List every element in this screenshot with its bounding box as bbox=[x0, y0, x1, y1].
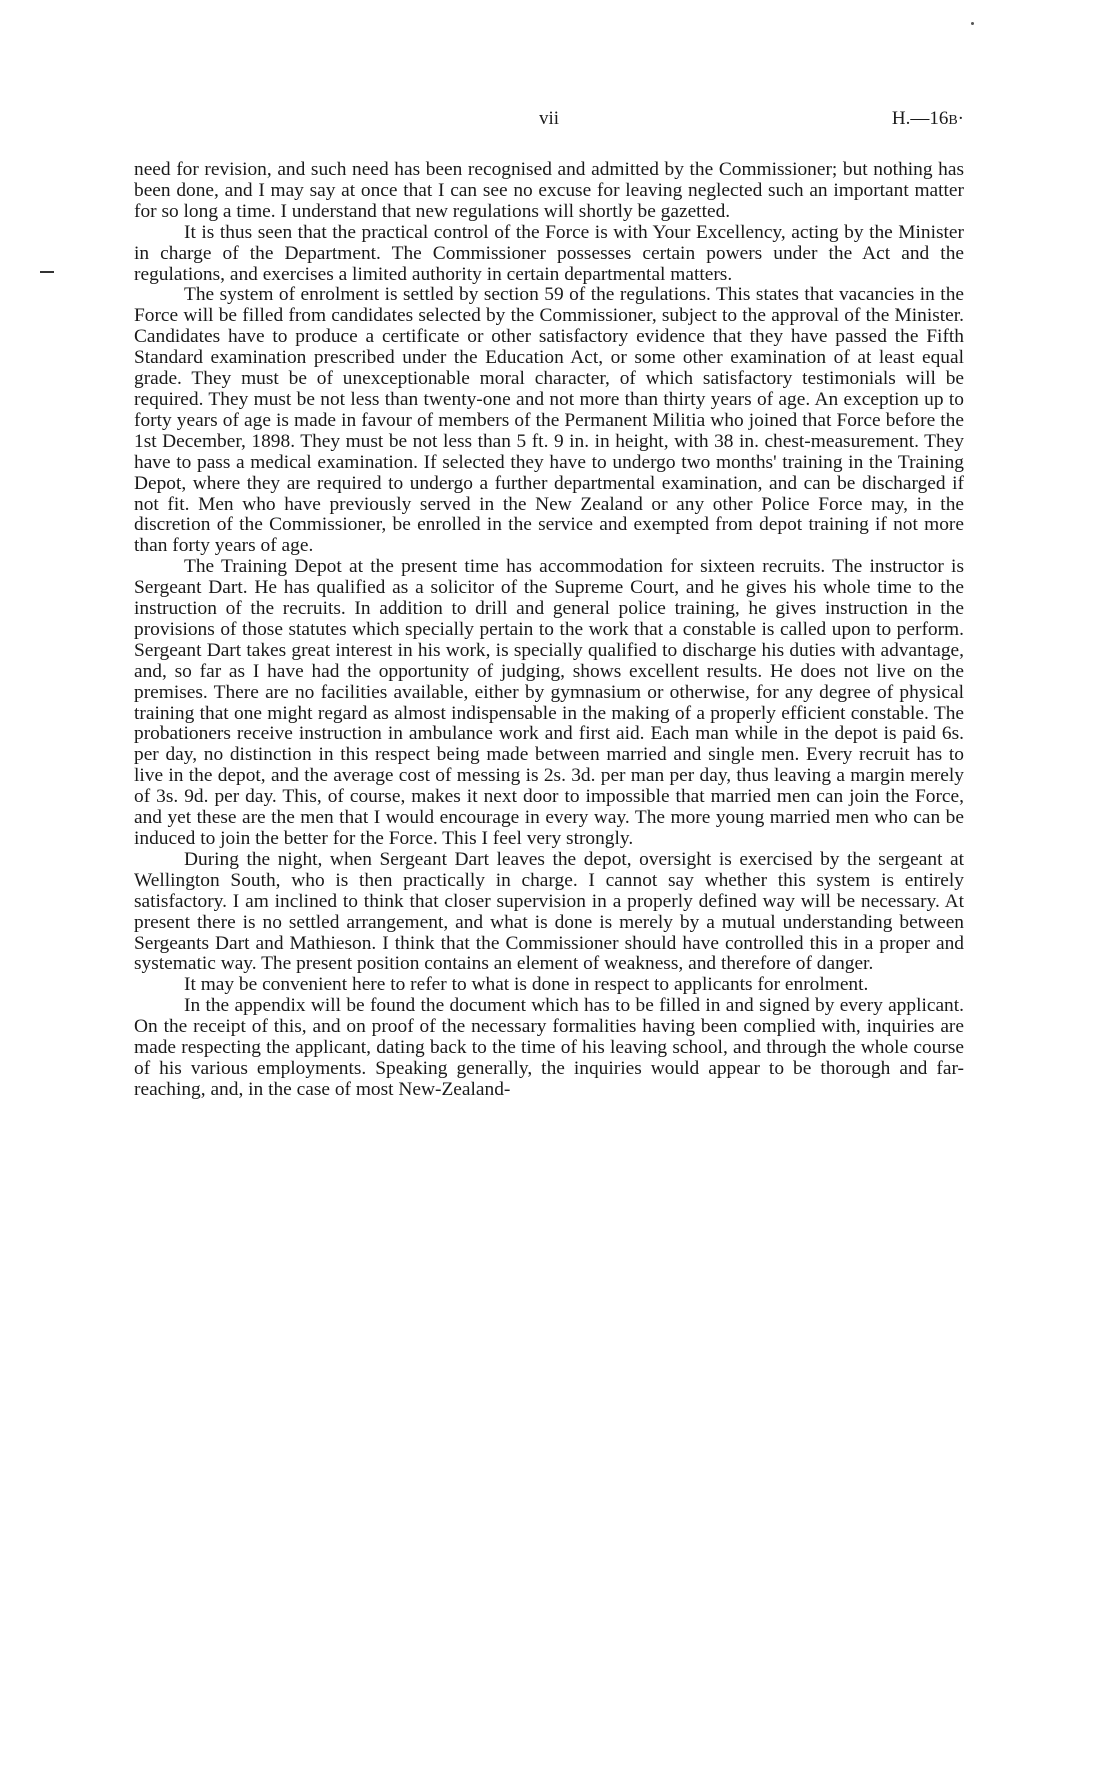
document-reference-main: H.—16 bbox=[891, 108, 949, 129]
paragraph-3: The system of enrolment is settled by section 59 of the regulations. This states that vacancies in the Force will be filled from candidates selected by the Commissioner, subject to the approval of the Minister. Candidates have to produce a certificate or other satisfactory evidence that they have passed the Fifth Standard examination prescribed under the Education Act, or some other examination of at least equal grade. They must be of unexceptionable moral character, of which satisfactory testimonials will be required. They must be not less than twenty-one and not more than thirty years of age. An exception up to forty years of age is made in favour of members of the Permanent Militia who joined that Force before the 1st December, 1898. They must be not less than 5 ft. 9 in. in height, with 38 in. chest-measurement. They have to pass a medical examination. If selected they have to undergo two months' training in the Training Depot, where they are required to undergo a further departmental examination, and can be discharged if not fit. Men who have previously served in the New Zealand or any other Police Force may, in the discretion of the Commissioner, be enrolled in the service and exempted from depot training if not more than forty years of age. bbox=[134, 284, 964, 557]
page-number: vii bbox=[538, 108, 560, 129]
paragraph-4: The Training Depot at the present time has accommodation for sixteen recruits. The instructor is Sergeant Dart. He has qualified as a solicitor of the Supreme Court, and he gives his whole time to the instruction of the recruits. In addition to drill and general police training, he gives instruction in the provisions of those statutes which specially pertain to the work that a constable is called upon to perform. Sergeant Dart takes great interest in his work, is specially qualified to discharge his duties with advantage, and, so far as I have had the opportunity of judging, shows excellent results. He does not live on the premises. There are no facilities available, either by gymnasium or otherwise, for any degree of physical training that one might regard as almost indispensable in the making of a properly efficient constable. The probationers receive instruction in ambulance work and first aid. Each man while in the depot is paid 6s. per day, no distinction in this respect being made between married and single men. Every recruit has to live in the depot, and the average cost of messing is 2s. 3d. per man per day, thus leaving a margin merely of 3s. 9d. per day. This, of course, makes it next door to impossible that married men can join the Force, and yet these are the men that I would encourage in every way. The more young married men who can be induced to join the better for the Force. This I feel very strongly. bbox=[134, 556, 964, 849]
paragraph-5: During the night, when Sergeant Dart leaves the depot, oversight is exercised by the sergeant at Wellington South, who is then practically in charge. I cannot say whether this system is entirely satisfactory. I am inclined to think that closer supervision in a properly defined way will be necessary. At present there is no settled arrangement, and what is done is merely by a mutual understanding between Sergeants Dart and Mathieson. I think that the Commissioner should have controlled this in a proper and systematic way. The present position contains an element of weakness, and therefore of danger. bbox=[134, 848, 964, 975]
paragraph-6: It may be convenient here to refer to what is done in respect to applicants for enrolment. bbox=[184, 974, 869, 996]
paragraph-2: It is thus seen that the practical control of the Force is with Your Excellency, acting by the Minister in charge of the Department. The Commissioner possesses certain powers under the Act and the regulations, and exercises a limited authority in certain departmental matters. bbox=[134, 221, 964, 285]
margin-mark bbox=[40, 271, 54, 273]
body-text bbox=[134, 160, 964, 1101]
document-reference: H.—16B· bbox=[891, 108, 964, 129]
paragraph-1: need for revision, and such need has been recognised and admitted by the Commissioner; but nothing has been done, and I may say at once that I can see no excuse for leaving neglected such an important matter for so long a time. I understand that new regulations will shortly be gazetted. bbox=[134, 159, 964, 222]
document-reference-suffix: B bbox=[948, 113, 958, 128]
page-speck bbox=[971, 22, 974, 25]
page-header bbox=[134, 108, 964, 138]
paragraph-7: In the appendix will be found the document which has to be filled in and signed by every applicant. On the receipt of this, and on proof of the necessary formalities having been complied with, inquiries are made respecting the applicant, dating back to the time of his leaving school, and through the whole course of his various employments. Speaking generally, the inquiries would appear to be thorough and far-reaching, and, in the case of most New-Zealand- bbox=[134, 995, 964, 1100]
